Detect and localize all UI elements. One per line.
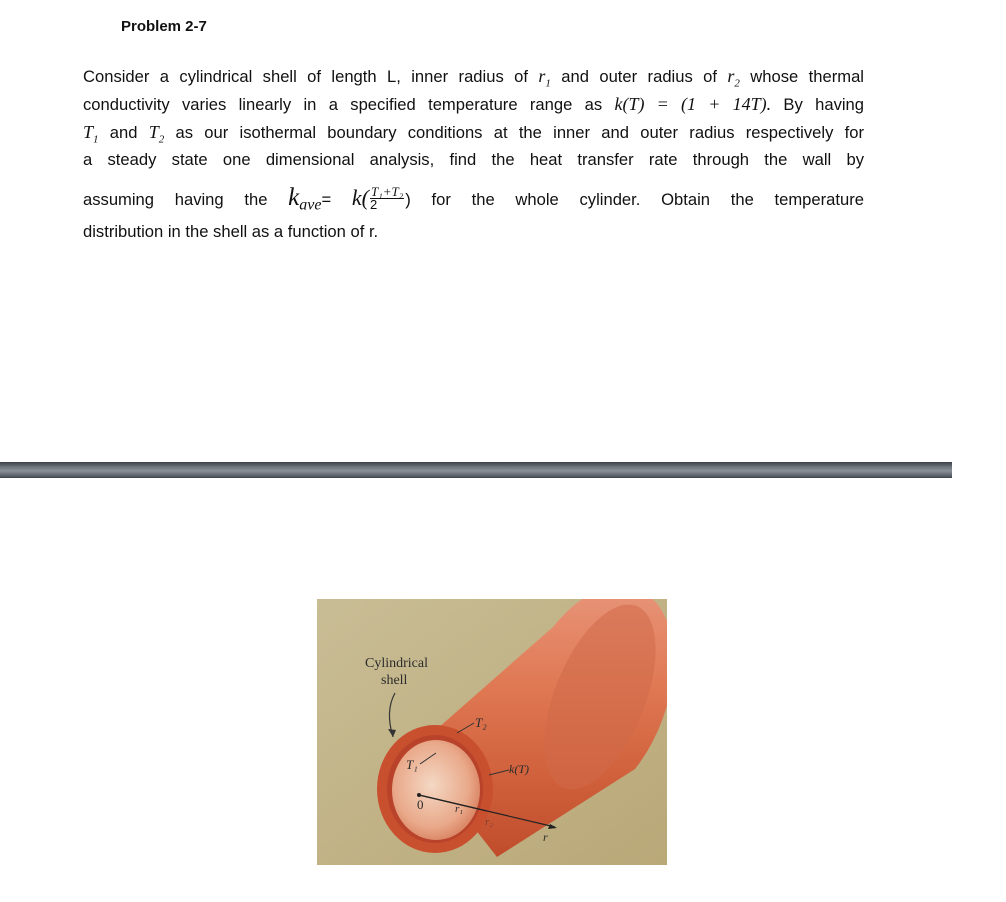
inner-bore bbox=[392, 740, 480, 840]
statement-line-6: distribution in the shell as a function of r. bbox=[83, 222, 379, 241]
statement-line-5: assuming having the $k_{ave}= k$( $\frac{\text{T₁+T₂}}{2}$ ) for the whole cylinder. Obtain the temperature bbox=[83, 184, 864, 214]
figure-label-shell: shell bbox=[381, 673, 408, 688]
statement-line-2: conductivity varies linearly in a specified temperature range as k(T) = (1 + 14T). By having bbox=[83, 94, 865, 114]
cylindrical-shell-figure bbox=[317, 599, 667, 865]
average-temperature-fraction: $\frac{\text{T₁+T₂}}{2}$ bbox=[370, 184, 404, 212]
statement-line-3: $T_1$ and $T_2$ as our isothermal boundary conditions at the inner and outer radius respectively for bbox=[83, 122, 864, 146]
figure-label-r2: r₂ bbox=[485, 816, 494, 828]
figure-label-kT: k(T) bbox=[509, 762, 529, 776]
figure-label-cylindrical: Cylindrical bbox=[365, 656, 428, 671]
figure-label-r1: r₁ bbox=[455, 803, 464, 815]
k-ave-equation: $k_{ave}= k$( $\frac{\text{T₁+T₂}}{2}$ ) bbox=[288, 184, 411, 214]
problem-title: Problem 2-7 bbox=[121, 18, 207, 35]
figure-label-origin: 0 bbox=[417, 797, 424, 812]
figure-label-T2: T₂ bbox=[475, 715, 487, 730]
figure-label-r-axis: r bbox=[543, 830, 548, 844]
statement-line-4: a steady state one dimensional analysis, find the heat transfer rate through the wall by bbox=[83, 150, 864, 169]
section-divider bbox=[0, 462, 952, 478]
figure-label-T1: T₁ bbox=[406, 757, 418, 772]
problem-statement bbox=[83, 62, 864, 246]
conductivity-formula: k(T) = (1 + 14T). bbox=[614, 94, 772, 114]
statement-line-1: Consider a cylindrical shell of length L, inner radius of $r_1$ and outer radius of $r_2$ whose thermal bbox=[83, 66, 864, 90]
